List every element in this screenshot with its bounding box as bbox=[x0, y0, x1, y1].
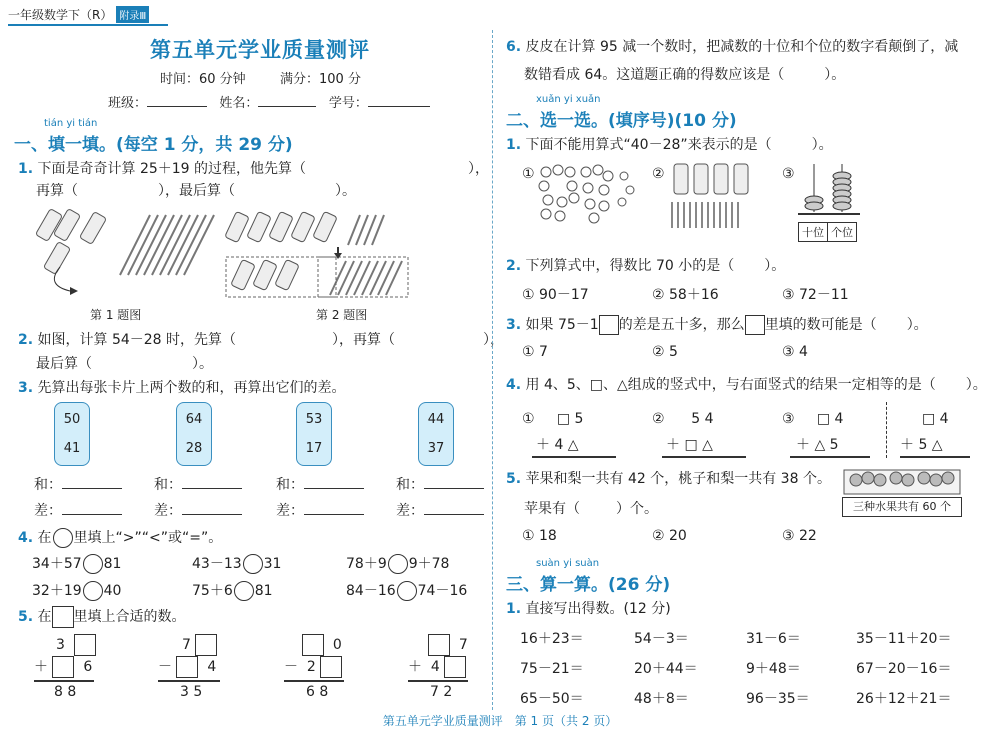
q4-row-2: 32＋19 40 75＋6 81 84－16 74－16 bbox=[32, 583, 468, 599]
s1-fig-sticks bbox=[666, 162, 766, 232]
q3-diff-3: 差： bbox=[276, 500, 364, 520]
s2-opt-3: ③ 72－11 bbox=[782, 287, 849, 303]
fruit-sign: 三种水果共有 60 个 bbox=[842, 497, 962, 517]
s1-fig-circles bbox=[538, 162, 638, 232]
s4-col-3: ③ □ 4 ＋ △ 5 bbox=[782, 411, 844, 453]
c1-row-1: 16＋23＝ 54－3＝ 31－6＝ 35－11＋20＝ bbox=[520, 631, 952, 647]
fruit-basket-icon bbox=[842, 466, 962, 496]
q1-line2: 再算（ ），最后算（ ）。 bbox=[36, 183, 356, 199]
q1-q2-figures bbox=[30, 205, 470, 305]
sec3-title: 三、算一算。(26 分) bbox=[506, 575, 671, 595]
header-rule bbox=[8, 24, 168, 26]
s2-opt-2: ② 58＋16 bbox=[652, 287, 719, 303]
q3-card-1: 50 41 bbox=[54, 402, 90, 466]
c1-row-3: 65－50＝ 48＋8＝ 96－35＝ 26＋12＋21＝ bbox=[520, 691, 952, 707]
q3-text: 3. 先算出每张卡片上两个数的和，再算出它们的差。 bbox=[18, 380, 346, 396]
s3-opt-2: ② 5 bbox=[652, 344, 678, 360]
q6-line2: 数错看成 64。这道题正确的得数应该是（ ）。 bbox=[524, 67, 846, 83]
s4-col-2: ② 5 4 ＋ □ △ bbox=[652, 411, 714, 453]
time-info: 时间：60 分钟 bbox=[160, 72, 246, 87]
s2-opt-1: ① 90－17 bbox=[522, 287, 589, 303]
sec3-pinyin: suàn yi suàn bbox=[536, 558, 600, 569]
center-divider bbox=[492, 30, 493, 710]
s3-opt-3: ③ 4 bbox=[782, 344, 808, 360]
s4-ref: □ 4 ＋ 5 △ bbox=[900, 411, 949, 453]
circle-icon bbox=[53, 528, 73, 548]
box-icon bbox=[52, 606, 74, 628]
q3-card-4: 44 37 bbox=[418, 402, 454, 466]
q6-text: 6. 皮皮在计算 95 减一个数时，把减数的十位和个位的数字看颠倒了，减 bbox=[506, 39, 959, 55]
page-footer: 第五单元学业质量测评 第 1 页（共 2 页） bbox=[382, 714, 618, 728]
v5-1: 3 ＋ 6 8 8 bbox=[34, 634, 96, 700]
s5-opt-3: ③ 22 bbox=[782, 528, 817, 544]
fig1-caption: 第 1 题图 bbox=[90, 308, 142, 322]
s4-divider bbox=[886, 402, 887, 458]
s1-opt-3: ③ bbox=[782, 166, 795, 182]
q1-text: 1. 下面是奇奇计算 25＋19 的过程，他先算（ bbox=[18, 161, 307, 177]
q3-card-2: 64 28 bbox=[176, 402, 212, 466]
q4-row-1: 34＋57 81 43－13 31 78＋9 9＋78 bbox=[32, 556, 450, 572]
sec2-pinyin: xuǎn yi xuǎn bbox=[536, 94, 601, 105]
s5-line2: 苹果有（ ）个。 bbox=[524, 501, 658, 517]
q2-text: 2. 如图，计算 54－28 时，先算（ ），再算（ ）， bbox=[18, 332, 505, 348]
q4-text: 4. 在 里填上“>”“<”或“=”。 bbox=[18, 530, 223, 546]
book-label: 一年级数学下（R） 附录Ⅲ bbox=[8, 6, 149, 23]
s2-text: 2. 下列算式中，得数比 70 小的是（ ）。 bbox=[506, 258, 786, 274]
v5-3: 0 － 2 6 8 bbox=[284, 634, 342, 700]
s4-col-1: ① □ 5 ＋ 4 △ bbox=[522, 411, 584, 453]
page-title: 第五单元学业质量测评 bbox=[150, 38, 370, 62]
q2-line2: 最后算（ ）。 bbox=[36, 356, 213, 372]
score-info: 满分：100 分 bbox=[280, 72, 361, 87]
c1-row-2: 75－21＝ 20＋44＝ 9＋48＝ 67－20－16＝ bbox=[520, 661, 952, 677]
c1-text: 1. 直接写出得数。(12 分) bbox=[506, 601, 671, 617]
sec1-pinyin: tián yi tián bbox=[44, 118, 98, 129]
q3-sum-3: 和： bbox=[276, 474, 364, 494]
q3-diff-1: 差： bbox=[34, 500, 122, 520]
v5-4: 7 ＋ 4 7 2 bbox=[408, 634, 468, 700]
q3-card-3: 53 17 bbox=[296, 402, 332, 466]
q3-sum-2: 和： bbox=[154, 474, 242, 494]
s1-opt-1: ① bbox=[522, 166, 535, 182]
abacus-label: 十位 个位 bbox=[798, 222, 857, 242]
q3-sum-4: 和： bbox=[396, 474, 484, 494]
s1-opt-2: ② bbox=[652, 166, 665, 182]
s1-fig-abacus bbox=[796, 162, 866, 222]
appendix-tag: 附录Ⅲ bbox=[116, 6, 149, 23]
sec2-title: 二、选一选。(填序号)(10 分) bbox=[506, 111, 737, 131]
fig2-caption: 第 2 题图 bbox=[316, 308, 368, 322]
q3-sum-1: 和： bbox=[34, 474, 122, 494]
q1-close: ）， bbox=[468, 161, 489, 177]
s5-opt-2: ② 20 bbox=[652, 528, 687, 544]
s1-text: 1. 下面不能用算式“40－28”来表示的是（ ）。 bbox=[506, 137, 833, 153]
s5-opt-1: ① 18 bbox=[522, 528, 557, 544]
student-info: 班级： 姓名： 学号： bbox=[108, 92, 430, 111]
v5-2: 7 － 4 3 5 bbox=[158, 634, 217, 700]
s5-text: 5. 苹果和梨一共有 42 个，桃子和梨一共有 38 个。 bbox=[506, 471, 831, 487]
q3-diff-2: 差： bbox=[154, 500, 242, 520]
s3-text: 3. 如果 75－1 的差是五十多，那么 里填的数可能是（ ）。 bbox=[506, 317, 928, 333]
q5-text: 5. 在 里填上合适的数。 bbox=[18, 606, 186, 628]
s4-text: 4. 用 4、5、□、△组成的竖式中，与右面竖式的结果一定相等的是（ ）。 bbox=[506, 377, 987, 393]
s3-opt-1: ① 7 bbox=[522, 344, 548, 360]
q3-diff-4: 差： bbox=[396, 500, 484, 520]
sec1-title: 一、填一填。(每空 1 分，共 29 分) bbox=[14, 135, 293, 155]
